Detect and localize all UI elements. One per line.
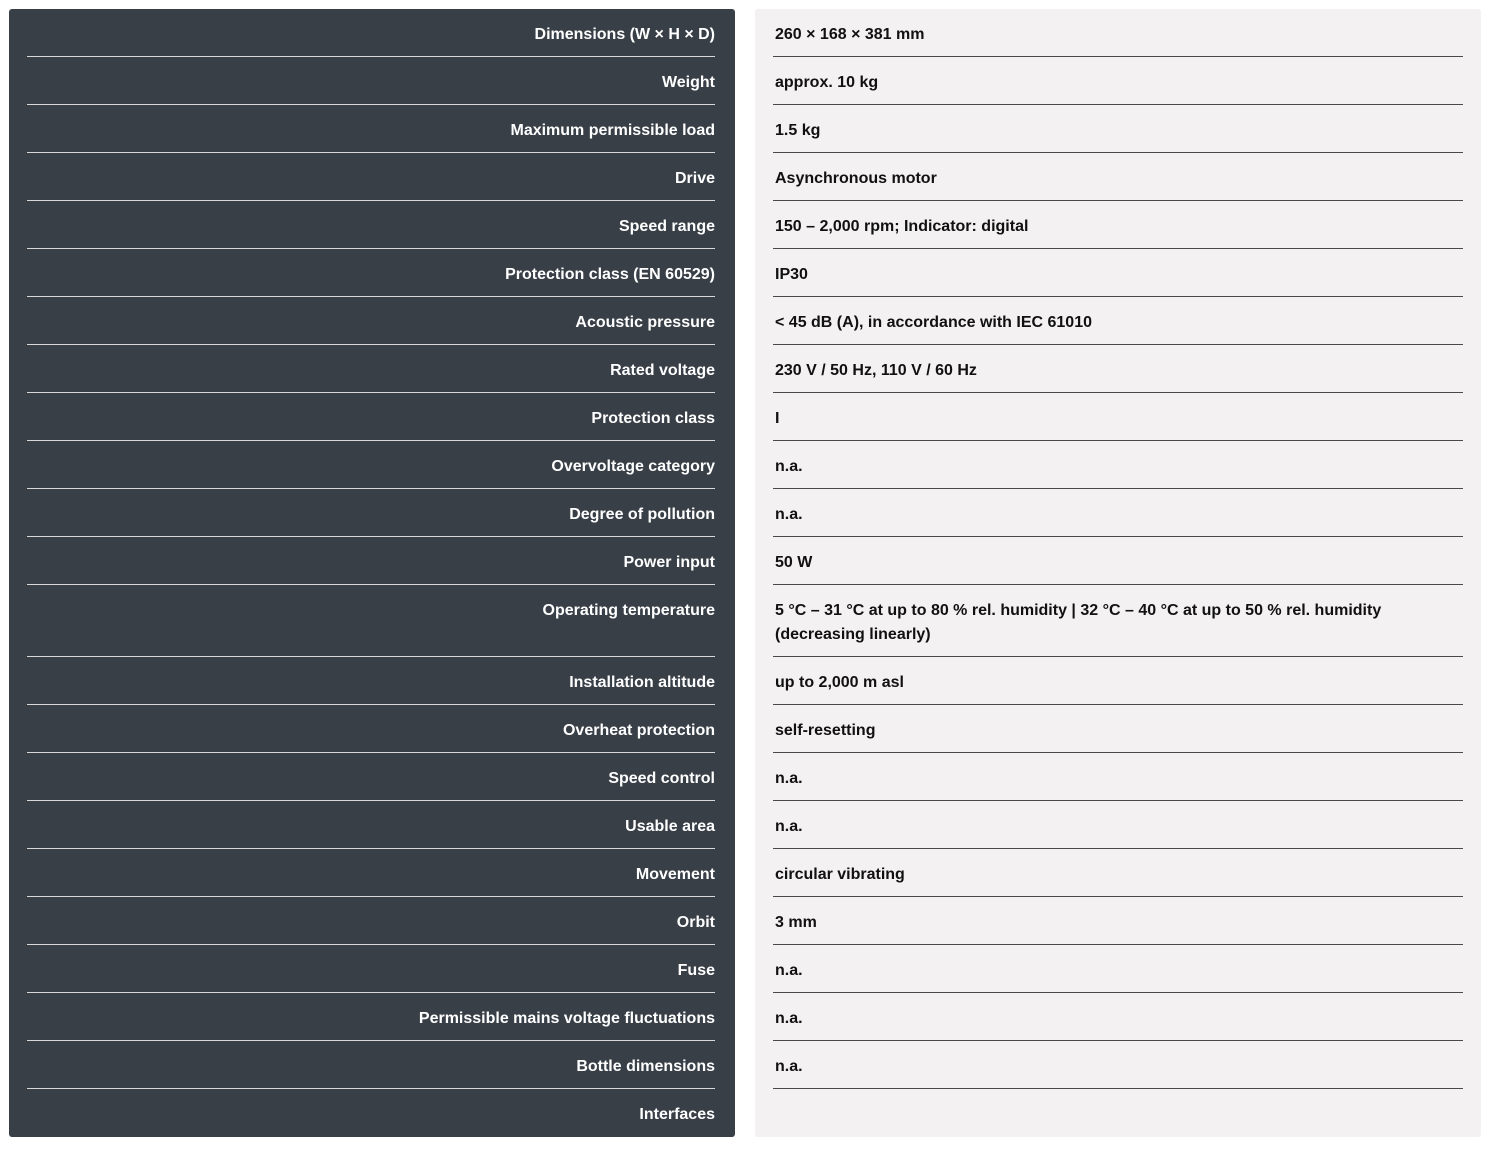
spec-value: 50 W [775,554,813,571]
spec-value-row [773,537,1463,585]
spec-value-row [773,897,1463,945]
spec-label-row [27,345,715,393]
spec-label-row [27,201,715,249]
spec-value: n.a. [775,1010,803,1027]
spec-label-row [27,57,715,105]
spec-value-row [773,1041,1463,1089]
spec-value-row [773,201,1463,249]
spec-label: Operating temperature [542,602,715,619]
spec-value: up to 2,000 m asl [775,674,904,691]
spec-value-row [773,345,1463,393]
spec-label-row [27,705,715,753]
spec-label-row [27,801,715,849]
spec-value-row [773,945,1463,993]
spec-label: Movement [635,866,715,883]
spec-label-row [27,753,715,801]
spec-label: Installation altitude [569,674,715,691]
spec-value-row [773,753,1463,801]
spec-value-row [773,9,1463,57]
spec-label-row [27,153,715,201]
spec-label: Protection class (EN 60529) [505,266,715,283]
spec-value: 150 – 2,000 rpm; Indicator: digital [775,218,1029,235]
spec-label: Dimensions (W × H × D) [534,26,715,43]
spec-label: Bottle dimensions [576,1058,715,1075]
spec-value: IP30 [775,266,808,283]
spec-label: Protection class [591,410,715,427]
spec-value-row [773,393,1463,441]
spec-value: n.a. [775,506,803,523]
spec-label-row [27,9,715,57]
spec-label: Drive [674,170,715,187]
spec-label: Speed range [618,218,715,235]
spec-value-row [773,657,1463,705]
spec-value: 230 V / 50 Hz, 110 V / 60 Hz [775,362,977,379]
spec-value: approx. 10 kg [775,74,879,91]
spec-label-row [27,105,715,153]
spec-label: Overheat protection [562,722,715,739]
spec-value: 3 mm [775,914,817,931]
spec-value: circular vibrating [775,866,905,883]
spec-label-row [27,897,715,945]
spec-value: 1.5 kg [775,122,821,139]
spec-label: Overvoltage category [551,458,715,475]
spec-value-row [773,705,1463,753]
spec-value: n.a. [775,770,803,787]
spec-label-row [27,945,715,993]
spec-value-row [773,849,1463,897]
spec-value-row [773,297,1463,345]
spec-value-row [773,1089,1463,1137]
spec-values-column [755,9,1481,1137]
spec-label: Maximum permissible load [510,122,715,139]
spec-label-row [27,393,715,441]
spec-label-row [27,657,715,705]
spec-value: n.a. [775,818,803,835]
spec-table [9,9,1481,1137]
spec-value-row [773,585,1463,657]
spec-label-row [27,1089,715,1137]
spec-label: Speed control [608,770,715,787]
spec-label-row [27,993,715,1041]
spec-value: n.a. [775,1058,803,1075]
spec-value: < 45 dB (A), in accordance with IEC 61010 [775,314,1092,331]
spec-label-row [27,249,715,297]
spec-label: Permissible mains voltage fluctuations [418,1010,715,1027]
spec-value: n.a. [775,458,803,475]
spec-value-row [773,153,1463,201]
spec-value: 260 × 168 × 381 mm [775,26,925,43]
spec-value: n.a. [775,962,803,979]
spec-label: Power input [623,554,715,571]
spec-value-row [773,801,1463,849]
spec-label: Rated voltage [610,362,715,379]
spec-value-row [773,105,1463,153]
spec-label-row [27,585,715,657]
spec-label-row [27,297,715,345]
spec-label: Usable area [625,818,715,835]
spec-label: Degree of pollution [569,506,715,523]
spec-value: 5 °C – 31 °C at up to 80 % rel. humidity | 32 °C – 40 °C at up to 50 % rel. humidity (decreasing linearly) [775,602,1382,643]
spec-label-row [27,849,715,897]
spec-value: Asynchronous motor [775,170,937,187]
spec-value: I [775,410,780,427]
spec-value: self-resetting [775,722,876,739]
spec-label: Weight [661,74,715,91]
spec-label: Orbit [676,914,715,931]
spec-value-row [773,441,1463,489]
spec-value-row [773,249,1463,297]
spec-value-row [773,993,1463,1041]
spec-label: Acoustic pressure [575,314,715,331]
spec-label: Interfaces [639,1106,715,1123]
spec-value-row [773,57,1463,105]
spec-label-row [27,489,715,537]
spec-label: Fuse [677,962,715,979]
spec-label-row [27,441,715,489]
spec-labels-column [9,9,735,1137]
spec-label-row [27,537,715,585]
spec-value-row [773,489,1463,537]
spec-label-row [27,1041,715,1089]
